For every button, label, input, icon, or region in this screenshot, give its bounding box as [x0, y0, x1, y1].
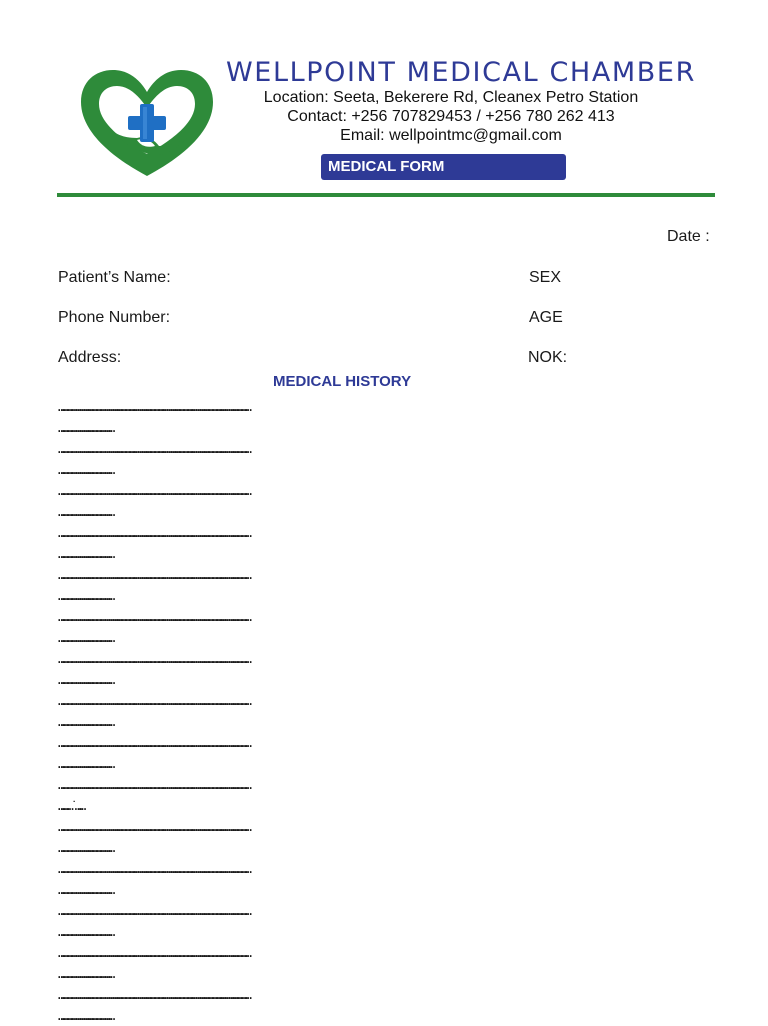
history-line: ………………………………… — [58, 546, 112, 561]
history-line: ………………………………… — [58, 672, 112, 687]
form-title-badge: MEDICAL FORM — [321, 154, 566, 180]
address-label: Address: — [58, 349, 122, 366]
history-line: ………………………………………………………………………………………………………………………… — [58, 819, 249, 834]
heart-hands-cross-logo-icon — [77, 68, 217, 180]
history-line: ………………………………………………………………………………………………………………………… — [58, 609, 249, 624]
history-line: ………˙…… — [58, 798, 83, 813]
history-line: ………………………………………………………………………………………………………………………… — [58, 525, 249, 540]
history-line: ………………………………………………………………………………………………………………………… — [58, 987, 249, 1002]
history-line: ………………………………… — [58, 882, 112, 897]
history-line: ………………………………………………………………………………………………………………………… — [58, 693, 249, 708]
history-line: ………………………………………………………………………………………………………………………… — [58, 567, 249, 582]
history-line: ………………………………………………………………………………………………………………………… — [58, 441, 249, 456]
clinic-name: WELLPOINT MEDICAL CHAMBER — [226, 57, 696, 88]
history-line: ………………………………… — [58, 924, 112, 939]
history-line: ………………………………………………………………………………………………………………………… — [58, 777, 249, 792]
history-line: ………………………………………………………………………………………………………………………… — [58, 651, 249, 666]
history-line: ………………………………………………………………………………………………………………………… — [58, 903, 249, 918]
sex-label: SEX — [529, 269, 562, 286]
nok-label: NOK: — [528, 349, 568, 366]
history-line: ………………………………………………………………………………………………………………………… — [58, 861, 249, 876]
history-line: ………………………………… — [58, 504, 112, 519]
history-line: ………………………………… — [58, 840, 112, 855]
history-line: ………………………………… — [58, 462, 112, 477]
date-label: Date : — [667, 228, 710, 245]
history-line: ………………………………… — [58, 966, 112, 981]
patient-name-label: Patient’s Name: — [58, 269, 171, 286]
history-line: ………………………………………………………………………………………………………………………… — [58, 945, 249, 960]
history-line: ………………………………… — [58, 1008, 112, 1023]
history-line: ………………………………………………………………………………………………………………………… — [58, 483, 249, 498]
medical-history-lines — [58, 396, 722, 1026]
medical-history-title: MEDICAL HISTORY — [273, 373, 412, 390]
history-line: ………………………………………………………………………………………………………………………… — [58, 735, 249, 750]
age-label: AGE — [529, 309, 563, 326]
history-line: ………………………………………………………………………………………………………………………… — [58, 399, 249, 414]
history-line: ………………………………… — [58, 630, 112, 645]
history-line: ………………………………… — [58, 756, 112, 771]
clinic-location: Location: Seeta, Bekerere Rd, Cleanex Petro Station — [263, 89, 639, 106]
header-divider — [57, 193, 715, 197]
phone-number-label: Phone Number: — [58, 309, 171, 326]
history-line: ………………………………… — [58, 420, 112, 435]
clinic-contact: Contact: +256 707829453 / +256 780 262 413 — [287, 108, 615, 125]
clinic-email: Email: wellpointmc@gmail.com — [340, 127, 562, 144]
history-line: ………………………………… — [58, 714, 112, 729]
history-line: ………………………………… — [58, 588, 112, 603]
